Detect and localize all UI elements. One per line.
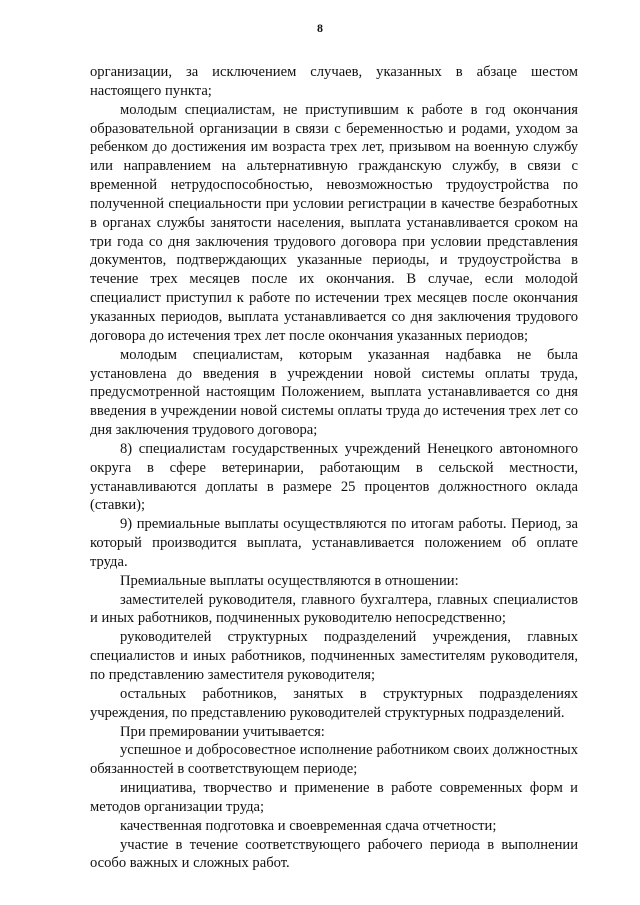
- paragraph-criterion-important-work: участие в течение соответствующего рабочего периода в выполнении особо важных и сложных работ.: [90, 836, 578, 872]
- paragraph-young-specialists-new-system: молодым специалистам, которым указанная надбавка не была установлена до введения в учреждении новой системы оплаты труда, предусмотренной настоящим Положением, выплата устанавливается со дня введения в учреждении новой системы оплаты труда до истечения трех лет со дня заключения трудового договора;: [90, 346, 578, 439]
- paragraph-criterion-duties: успешное и добросовестное исполнение работником своих должностных обязанностей в соответствующем периоде;: [90, 742, 578, 778]
- paragraph-continuation: организации, за исключением случаев, указанных в абзаце шестом настоящего пункта;: [90, 64, 578, 99]
- paragraph-deputies: заместителей руководителя, главного бухгалтера, главных специалистов и иных работников, подчиненных руководителю непосредственно;: [90, 591, 578, 627]
- paragraph-item-8: 8) специалистам государственных учреждений Ненецкого автономного округа в сфере ветеринарии, работающим в сельской местности, устанавливаются доплаты в размере 25 процентов должностного оклада (ставки);: [90, 440, 578, 514]
- paragraph-bonus-recipients-intro: Премиальные выплаты осуществляются в отношении:: [120, 572, 459, 589]
- paragraph-other-workers: остальных работников, занятых в структурных подразделениях учреждения, по представлению руководителей структурных подразделений.: [90, 685, 578, 721]
- paragraph-young-specialists-leave: молодым специалистам, не приступившим к работе в год окончания образовательной организации в связи с беременностью и родами, уходом за ребенком до достижения им возраста трех лет, призывом на военную службу или направлением на альтернативную гражданскую службу, в связи с временной нетрудоспособностью, невозможностью трудоустройства по полученной специальности при условии регистрации в качестве безработных в органах службы занятости населения, выплата устанавливается сроком на три года со дня заключения трудового договора при условии представления документов, подтверждающих указанные периоды, и трудоустройства в течение трех месяцев после их окончания. В случае, если молодой специалист приступил к работе по истечении трех месяцев после окончания указанных периодов, выплата устанавливается со дня заключения трудового договора до истечения трех лет после окончания указанных периодов;: [90, 101, 578, 344]
- document-body: [90, 63, 578, 873]
- page-number: 8: [317, 21, 323, 35]
- paragraph-item-9: 9) премиальные выплаты осуществляются по итогам работы. Период, за который производится выплата, устанавливается положением об оплате труда.: [90, 516, 578, 570]
- paragraph-criterion-initiative: инициатива, творчество и применение в работе современных форм и методов организации труда;: [90, 780, 578, 815]
- paragraph-criterion-reporting: качественная подготовка и своевременная сдача отчетности;: [120, 817, 497, 834]
- paragraph-unit-heads: руководителей структурных подразделений учреждения, главных специалистов и иных работников, подчиненных заместителям руководителя, по представлению заместителя руководителя;: [90, 629, 578, 683]
- paragraph-bonus-criteria-intro: При премировании учитывается:: [120, 723, 325, 740]
